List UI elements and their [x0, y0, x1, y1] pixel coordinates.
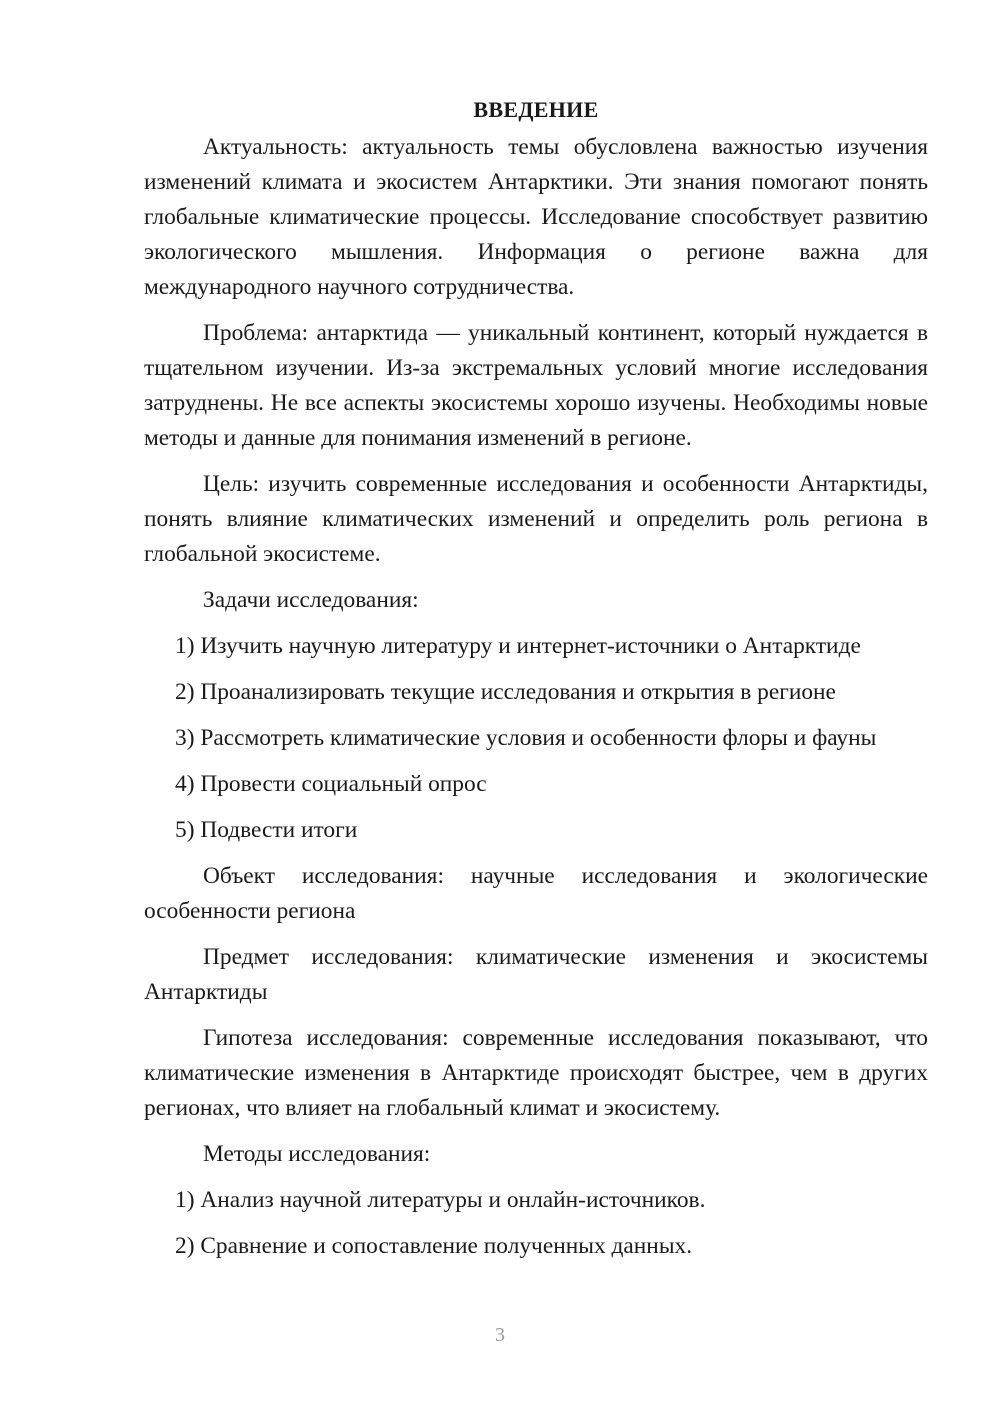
relevance-paragraph: Актуальность: актуальность темы обусловлена важностью изучения изменений климата и экосистем Антарктики. Эти знания помогают понять глобальные климатические процессы. Исследование способствует развитию экологического мышления. Информация о регионе важна для международного научного сотрудничества. — [144, 134, 928, 300]
task-item: 2) Проанализировать текущие исследования и открытия в регионе — [175, 679, 836, 705]
hypothesis-paragraph: Гипотеза исследования: современные исследования показывают, что климатические изменения в Антарктиде происходят быстрее, чем в других регионах, что влияет на глобальный климат и экосистему. — [144, 1025, 928, 1121]
document-page — [144, 92, 928, 1275]
section-title: ВВЕДЕНИЕ — [473, 97, 599, 122]
task-item: 3) Рассмотреть климатические условия и особенности флоры и фауны — [175, 725, 877, 751]
method-item: 2) Сравнение и сопоставление полученных данных. — [175, 1233, 693, 1259]
page-number: 3 — [495, 1324, 505, 1346]
task-item: 4) Провести социальный опрос — [175, 771, 487, 797]
task-item: 5) Подвести итоги — [175, 817, 358, 843]
subject-paragraph: Предмет исследования: климатические изменения и экосистемы Антарктиды — [144, 944, 928, 1005]
method-item: 1) Анализ научной литературы и онлайн-источников. — [175, 1187, 706, 1213]
problem-paragraph: Проблема: антарктида — уникальный континент, который нуждается в тщательном изучении. Из-за экстремальных условий многие исследования затруднены. Не все аспекты экосистемы хорошо изучены. Необходимы новые методы и данные для понимания изменений в регионе. — [144, 320, 928, 451]
tasks-list — [144, 629, 928, 848]
task-item: 1) Изучить научную литературу и интернет-источники о Антарктиде — [175, 633, 861, 659]
object-paragraph: Объект исследования: научные исследования и экологические особенности региона — [144, 863, 928, 924]
methods-heading: Методы исследования: — [203, 1141, 431, 1167]
goal-paragraph: Цель: изучить современные исследования и особенности Антарктиды, понять влияние климатических изменений и определить роль региона в глобальной экосистеме. — [144, 471, 928, 567]
tasks-heading: Задачи исследования: — [203, 587, 419, 613]
methods-list — [144, 1183, 928, 1264]
